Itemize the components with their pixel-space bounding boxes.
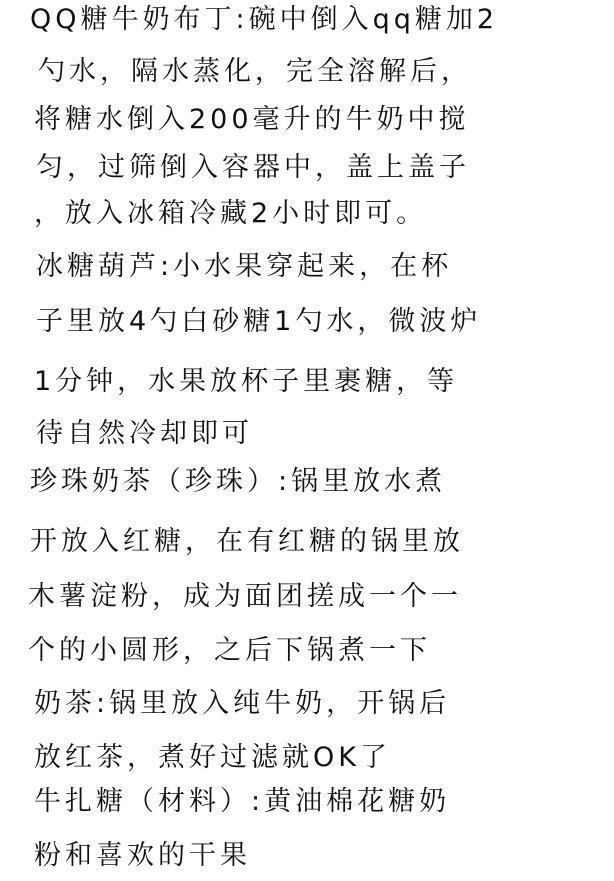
recipe-line: 木薯淀粉，成为面团搓成一个一 bbox=[28, 581, 462, 612]
recipe-line: 勺水，隔水蒸化，完全溶解后， bbox=[38, 56, 472, 87]
recipe-line: 开放入红糖，在有红糖的锅里放 bbox=[30, 526, 464, 557]
recipe-line: 牛扎糖（材料）:黄油棉花糖奶 bbox=[34, 786, 451, 817]
recipe-line: 粉和喜欢的干果 bbox=[34, 840, 251, 871]
recipe-line: 匀，过筛倒入容器中，盖上盖子 bbox=[36, 152, 470, 183]
recipe-line: 1分钟，水果放杯子里裹糖，等 bbox=[34, 366, 459, 397]
recipe-line: 放红茶，煮好过滤就OK了 bbox=[34, 742, 391, 773]
recipe-line: 个的小圆形，之后下锅煮一下 bbox=[28, 635, 431, 666]
recipe-line: ，放入冰箱冷藏2小时即可。 bbox=[34, 198, 428, 229]
recipe-line: QQ糖牛奶布丁:碗中倒入qq糖加2 bbox=[30, 4, 499, 35]
recipe-line: 待自然冷却即可 bbox=[36, 418, 253, 449]
recipe-line: 子里放4勺白砂糖1勺水，微波炉 bbox=[36, 306, 482, 337]
recipe-line: 珍珠奶茶（珍珠）:锅里放水煮 bbox=[30, 466, 447, 497]
recipe-line: 奶茶:锅里放入纯牛奶，开锅后 bbox=[34, 688, 451, 719]
recipe-line: 将糖水倒入200毫升的牛奶中搅 bbox=[34, 104, 470, 135]
recipe-line: 冰糖葫芦:小水果穿起来，在杯 bbox=[36, 251, 453, 282]
